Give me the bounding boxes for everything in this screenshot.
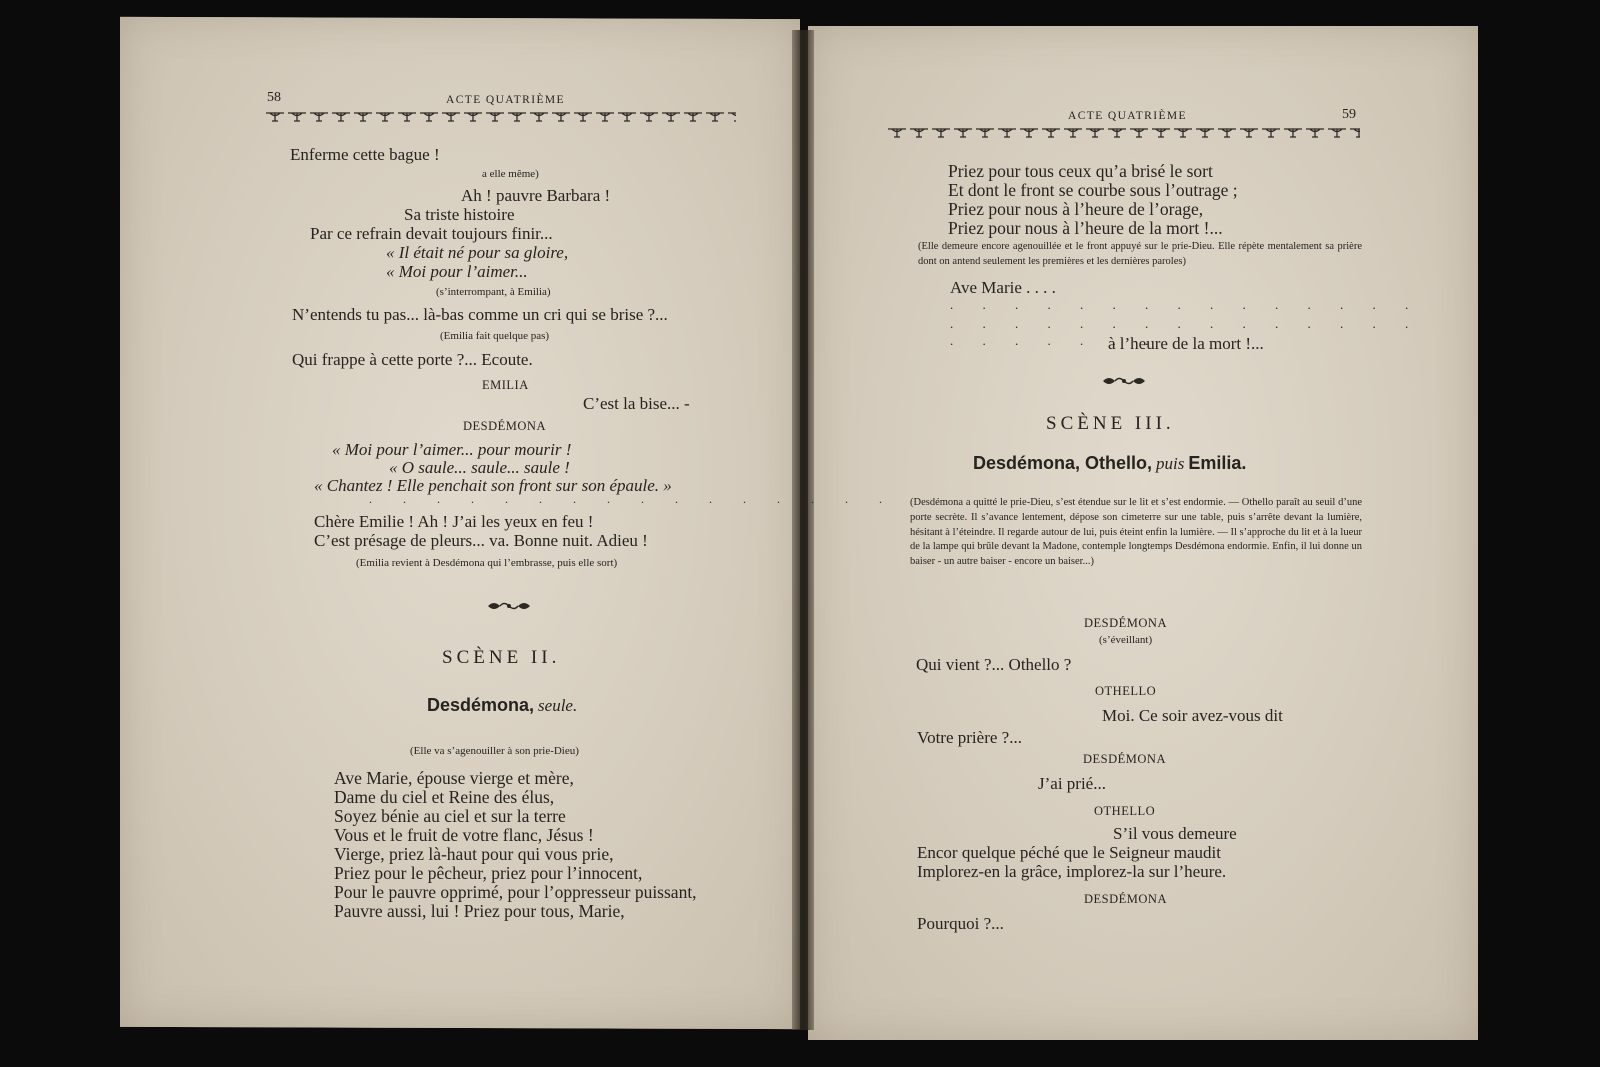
cast-names: Desdémona, Othello, (973, 453, 1153, 473)
ellipsis-row: . . . . . . . . . . . . . . . (950, 316, 1422, 331)
quoted-line: « Moi pour l’aimer... (386, 262, 528, 281)
prayer-line: Vous et le fruit de votre flanc, Jésus ! (334, 825, 594, 845)
cast-connector: puis (1156, 454, 1185, 473)
prayer-line: Priez pour nous à l’heure de la mort !... (948, 218, 1223, 238)
verse-line: Moi. Ce soir avez-vous dit (1102, 706, 1283, 725)
verse-line: Enferme cette bague ! (290, 145, 440, 164)
prayer-line: Pour le pauvre opprimé, pour l’oppresseur puissant, (334, 882, 697, 902)
ornamental-rule (264, 110, 736, 124)
song-line: « Moi pour l’aimer... pour mourir ! (332, 440, 572, 459)
cast-name: Desdémona, (427, 695, 535, 715)
verse-line: Implorez-en la grâce, implorez-la sur l’heure. (917, 862, 1227, 881)
stage-direction: (Emilia revient à Desdémona qui l’embrasse, puis elle sort) (356, 557, 618, 569)
speaker-name: OTHELLO (1095, 684, 1157, 698)
prayer-line: Priez pour tous ceux qu’a brisé le sort (948, 161, 1213, 181)
fleuron-ornament (486, 599, 532, 613)
speaker-name: EMILIA (482, 378, 529, 392)
verse-line: S’il vous demeure (1113, 824, 1237, 843)
running-head: ACTE QUATRIÈME (1068, 110, 1187, 122)
ellipsis-row: . . . . . . . . . . . . . . . (950, 297, 1422, 312)
scene-cast (427, 695, 577, 716)
verse-line: Votre prière ?... (917, 728, 1022, 747)
stage-direction: (Desdémona a quitté le prie-Dieu, s’est étendue sur le lit et s’est endormie. — Othello paraît au seuil d’une porte secrète. Il s’avance lentement, dépose son cimeterre sur une table, puis s’arrête devant la lumière, hésitant à l’éteindre. Il regarde autour de lui, puis éteint enfin la lumière. — Il s’approche du lit et à la lueur de la lampe qui brûle devant la Madone, contemple longtemps Desdémona endormie. Enfin, il lui donne un baiser - un autre baiser - encore un baiser...) (910, 497, 1362, 568)
verse-line: Chère Emilie ! Ah ! J’ai les yeux en feu ! (314, 512, 594, 531)
verse-line: J’ai prié... (1038, 774, 1106, 793)
cast-name: Emilia. (1188, 453, 1247, 473)
stage-direction: (Elle va s’agenouiller à son prie-Dieu) (410, 745, 579, 757)
page-number: 58 (267, 90, 281, 105)
verse-line: Pourquoi ?... (917, 914, 1004, 933)
prayer-line: Ave Marie, épouse vierge et mère, (334, 768, 574, 788)
ellipsis-row: . . . . . . . (950, 333, 1162, 348)
song-line: « Chantez ! Elle penchait son front sur son épaule. » (314, 476, 672, 495)
verse-line: Ah ! pauvre Barbara ! (461, 186, 611, 205)
page-number: 59 (1342, 107, 1356, 122)
prayer-line: Dame du ciel et Reine des élus, (334, 787, 555, 807)
stage-direction: (s’éveillant) (1099, 634, 1153, 646)
prayer-line: Pauvre aussi, lui ! Priez pour tous, Marie, (334, 901, 625, 921)
cast-note: seule. (538, 696, 578, 715)
ellipsis-row: . . . . . . . . . . . . . . . . (369, 492, 896, 506)
verse-line: à l’heure de la mort !... (1108, 334, 1264, 353)
stage-direction: (Elle demeure encore agenouillée et le front appuyé sur le prie-Dieu. Elle répète mentalement sa prière dont on antend seulement les premières et les dernières paroles) (918, 241, 1362, 267)
ornamental-rule (886, 126, 1360, 140)
verse-line: N’entends tu pas... là-bas comme un cri qui se brise ?... (292, 305, 668, 324)
fleuron-ornament (1101, 374, 1147, 388)
stage-direction: (s’interrompant, à Emilia) (436, 286, 551, 298)
verse-line: Sa triste histoire (404, 205, 515, 224)
scene-cast (973, 453, 1246, 474)
prayer-line: Et dont le front se courbe sous l’outrage ; (948, 180, 1238, 200)
verse-line: C’est la bise... - (583, 394, 690, 413)
verse-line: Qui vient ?... Othello ? (916, 655, 1072, 674)
speaker-name: DESDÉMONA (463, 419, 546, 433)
verse-line: Par ce refrain devait toujours finir... (310, 224, 553, 243)
prayer-line: Soyez bénie au ciel et sur la terre (334, 806, 566, 826)
book-gutter (792, 30, 814, 1030)
speaker-name: DESDÉMONA (1083, 752, 1166, 766)
quoted-line: « Il était né pour sa gloire, (386, 243, 569, 262)
running-head: ACTE QUATRIÈME (446, 94, 565, 106)
stage-direction: (Emilia fait quelque pas) (440, 330, 550, 342)
speaker-name: OTHELLO (1094, 804, 1156, 818)
verse-line: C’est présage de pleurs... va. Bonne nuit. Adieu ! (314, 531, 648, 550)
verse-line: Encor quelque péché que le Seigneur maudit (917, 843, 1221, 862)
song-line: « O saule... saule... saule ! (389, 458, 570, 477)
scene-title: SCÈNE III. (1046, 413, 1175, 434)
verse-line: Qui frappe à cette porte ?... Ecoute. (292, 350, 533, 369)
verse-line: Ave Marie . . . . (950, 278, 1056, 297)
prayer-line: Priez pour le pêcheur, priez pour l’innocent, (334, 863, 643, 883)
speaker-name: DESDÉMONA (1084, 892, 1167, 906)
speaker-name: DESDÉMONA (1084, 616, 1167, 630)
prayer-line: Priez pour nous à l’heure de l’orage, (948, 199, 1204, 219)
scene-title: SCÈNE II. (442, 647, 561, 668)
prayer-line: Vierge, priez là-haut pour qui vous prie, (334, 844, 614, 864)
stage-direction: a elle même) (482, 168, 539, 180)
